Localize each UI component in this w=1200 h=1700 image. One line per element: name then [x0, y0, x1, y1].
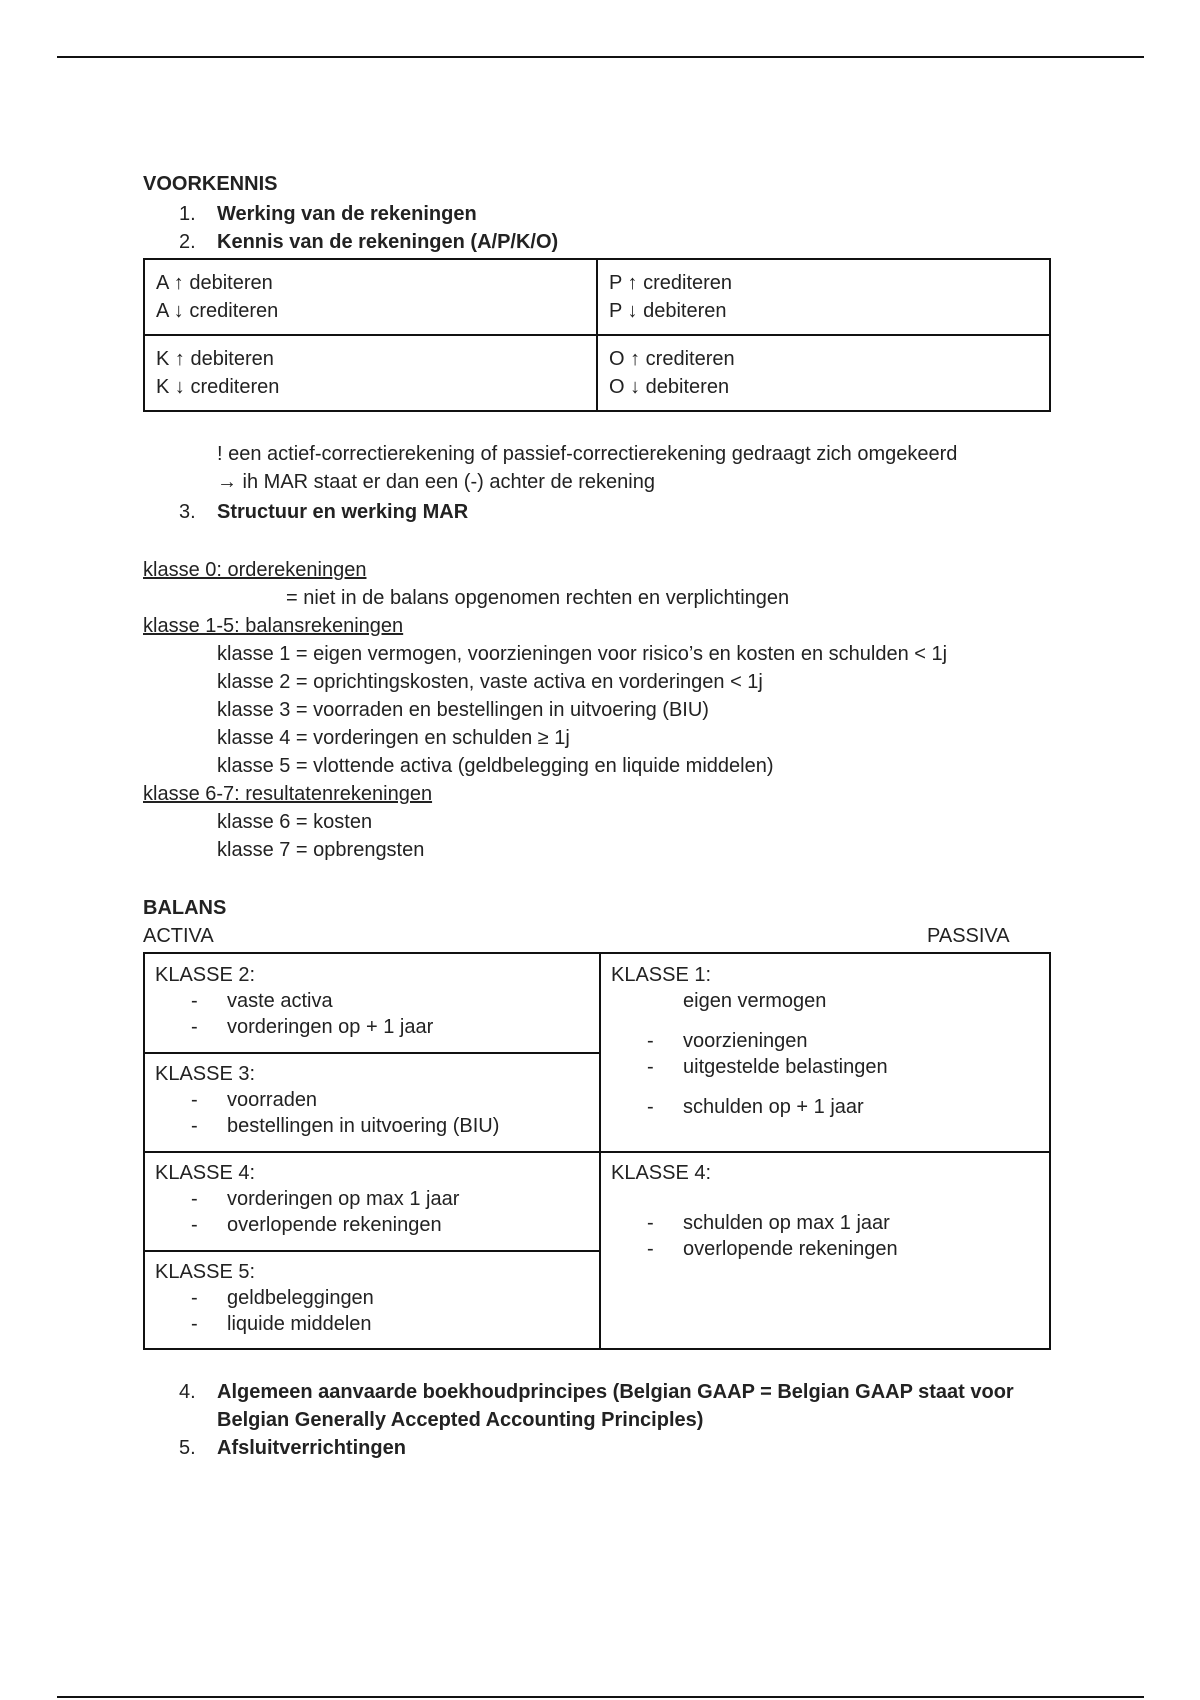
- list-item: [143, 228, 1063, 256]
- list-label: Kennis van de rekeningen (A/P/K/O): [217, 231, 559, 253]
- list-item: [143, 1378, 1063, 1434]
- list-label: Werking van de rekeningen: [217, 203, 477, 225]
- table-cell-activa: [144, 259, 597, 335]
- list-item: - uitgestelde belastingen: [611, 1054, 1041, 1080]
- balans-title: BALANS: [143, 897, 227, 919]
- list-item: - voorraden: [155, 1087, 589, 1113]
- klasse-1-cell: [601, 954, 1051, 1128]
- note-line: → ih MAR staat er dan een (-) achter de rekening: [217, 471, 655, 493]
- cell-title: KLASSE 5:: [155, 1261, 256, 1283]
- klasse-item: klasse 5 = vlottende activa (geldbelegging en liquide middelen): [217, 755, 774, 777]
- correction-note: [143, 440, 1063, 496]
- remaining-topics-list: [143, 1378, 1063, 1462]
- klasse-item: klasse 2 = oprichtingskosten, vaste activa en vorderingen < 1j: [217, 671, 763, 693]
- table-cell-kosten: [144, 335, 597, 411]
- list-item: - voorzieningen: [611, 1028, 1041, 1054]
- list-item: [143, 200, 1063, 228]
- klasse-item: klasse 6 = kosten: [217, 811, 373, 833]
- section-title-voorkennis: VOORKENNIS: [143, 173, 278, 195]
- klasse-4-activa-cell: [145, 1152, 599, 1246]
- cell-line: O ↑ crediteren: [609, 348, 735, 370]
- list-number: 3.: [179, 501, 196, 523]
- activa-label: ACTIVA: [143, 925, 214, 947]
- list-label: Algemeen aanvaarde boekhoudprincipes (Belgian GAAP = Belgian GAAP staat voor Belgian Generally Accepted Accounting Principles): [217, 1381, 1014, 1431]
- klasse-4-passiva-cell: [601, 1152, 1051, 1270]
- mar-heading: [143, 498, 1063, 526]
- list-number: 4.: [179, 1381, 196, 1403]
- table-row: [144, 335, 1050, 411]
- cell-line: O ↓ debiteren: [609, 376, 730, 398]
- list-item: - schulden op max 1 jaar: [611, 1210, 1041, 1236]
- balans-table: [143, 952, 1051, 1350]
- klasse-1-5-title: klasse 1-5: balansrekeningen: [143, 615, 404, 637]
- cell-title: KLASSE 4:: [611, 1162, 712, 1184]
- list-item: - bestellingen in uitvoering (BIU): [155, 1113, 589, 1139]
- klasse-item: klasse 1 = eigen vermogen, voorzieningen voor risico’s en kosten en schulden < 1j: [217, 643, 948, 665]
- list-item: - overlopende rekeningen: [611, 1236, 1041, 1262]
- klasse-item: klasse 4 = vorderingen en schulden ≥ 1j: [217, 727, 570, 749]
- list-label: Afsluitverrichtingen: [217, 1437, 406, 1459]
- list-item: eigen vermogen: [683, 990, 827, 1012]
- note-line: ! een actief-correctierekening of passief-correctierekening gedraagt zich omgekeerd: [217, 443, 958, 465]
- list-item: - vaste activa: [155, 988, 589, 1014]
- table-row: [144, 259, 1050, 335]
- list-item: - geldbeleggingen: [155, 1285, 589, 1311]
- klassen-overview: [143, 556, 1063, 864]
- cell-title: KLASSE 4:: [155, 1162, 256, 1184]
- klasse-2-cell: [145, 954, 599, 1048]
- list-label: Structuur en werking MAR: [217, 501, 469, 523]
- cell-line: K ↓ crediteren: [156, 376, 280, 398]
- cell-title: KLASSE 2:: [155, 964, 256, 986]
- klasse-item: klasse 7 = opbrengsten: [217, 839, 425, 861]
- list-number: 2.: [179, 231, 196, 253]
- balans-header: [143, 922, 1063, 950]
- klasse-5-cell: [145, 1251, 599, 1345]
- klasse-0-desc: = niet in de balans opgenomen rechten en verplichtingen: [286, 587, 790, 609]
- list-number: 5.: [179, 1437, 196, 1459]
- list-item: - liquide middelen: [155, 1311, 589, 1337]
- cell-line: A ↑ debiteren: [156, 272, 273, 294]
- list-item: [143, 498, 1063, 526]
- table-cell-passiva: [597, 259, 1050, 335]
- top-rule: [57, 56, 1144, 58]
- list-number: 1.: [179, 203, 196, 225]
- klasse-3-cell: [145, 1053, 599, 1147]
- cell-line: P ↑ crediteren: [609, 272, 733, 294]
- list-item: [143, 1434, 1063, 1462]
- list-item: - vorderingen op max 1 jaar: [155, 1186, 589, 1212]
- klasse-6-7-title: klasse 6-7: resultatenrekeningen: [143, 783, 433, 805]
- klasse-0-title: klasse 0: orderekeningen: [143, 559, 367, 581]
- cell-line: K ↑ debiteren: [156, 348, 274, 370]
- cell-line: A ↓ crediteren: [156, 300, 279, 322]
- document-body: [143, 170, 1063, 1462]
- list-item: - schulden op + 1 jaar: [611, 1094, 1041, 1120]
- passiva-label: PASSIVA: [927, 925, 1010, 947]
- list-item: - overlopende rekeningen: [155, 1212, 589, 1238]
- klasse-item: klasse 3 = voorraden en bestellingen in uitvoering (BIU): [217, 699, 709, 721]
- voorkennis-list: [143, 200, 1063, 256]
- list-item: - vorderingen op + 1 jaar: [155, 1014, 589, 1040]
- bottom-rule: [57, 1696, 1144, 1698]
- table-cell-opbrengsten: [597, 335, 1050, 411]
- cell-title: KLASSE 3:: [155, 1063, 256, 1085]
- accounts-table: [143, 258, 1051, 412]
- cell-line: P ↓ debiteren: [609, 300, 727, 322]
- cell-title: KLASSE 1:: [611, 964, 712, 986]
